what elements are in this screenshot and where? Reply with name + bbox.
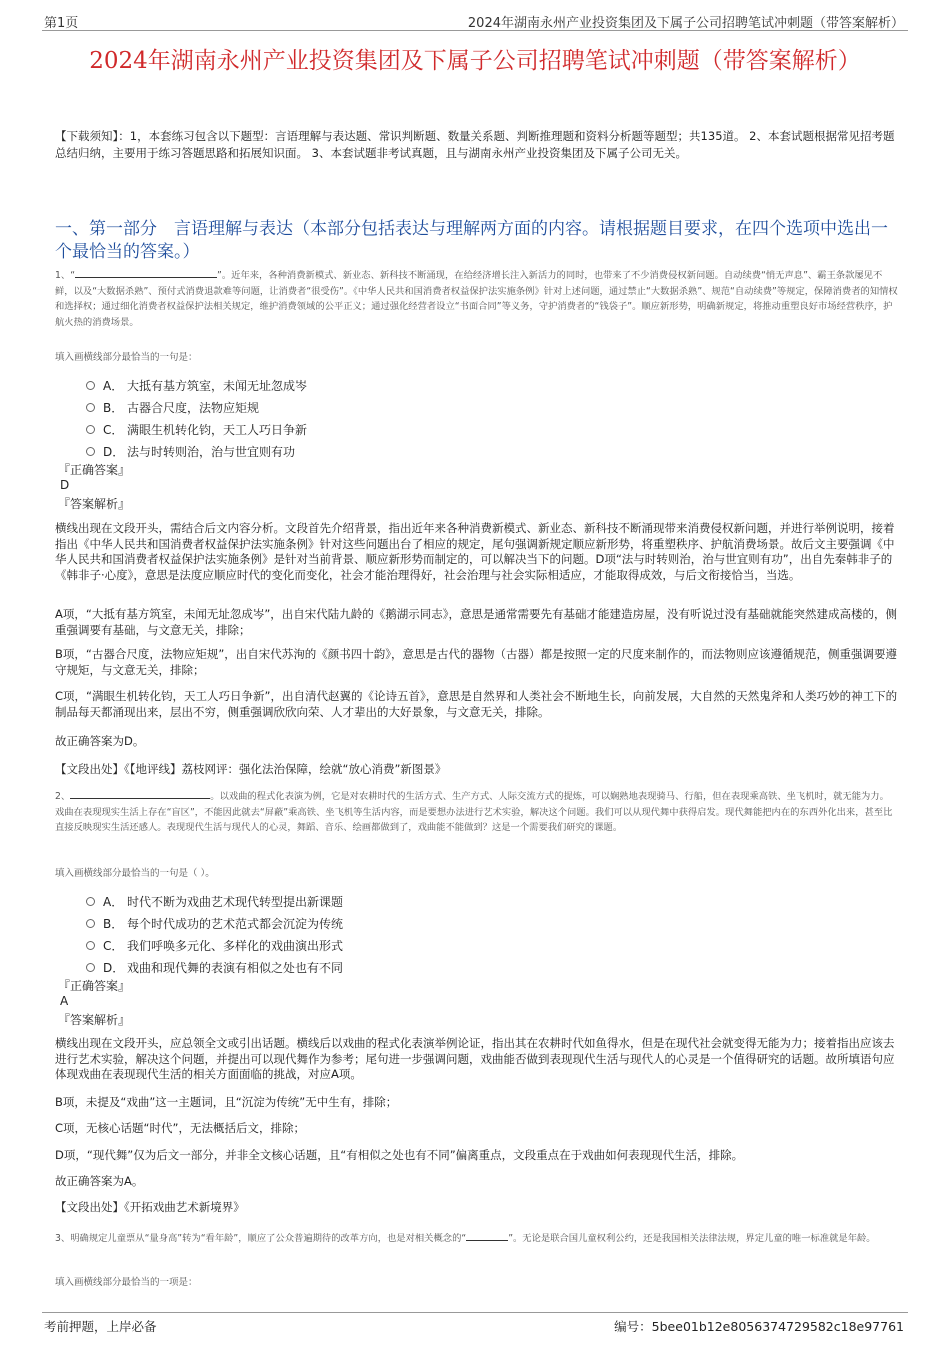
download-notice: 【下载须知】：1，本套练习包含以下题型：言语理解与表达题、常识判断题、数量关系题、判断推理题和资料分析题等题型；共135道。 2、本套试题根据常见招考题总结归纳，主要用于练习答题思路和拓展知识面。 3、本套试题非考试真题，且与湖南永州产业投资集团及下属子公司无关。 — [55, 129, 895, 160]
radio-icon[interactable] — [86, 897, 95, 906]
section-title: 一、第一部分 言语理解与表达（本部分包括表达与理解两方面的内容。请根据题目要求，在四个选项中选出一个最恰当的答案。） — [55, 219, 888, 262]
option-a[interactable]: A． 时代不断为戏曲艺术现代转型提出新课题 — [86, 890, 343, 912]
radio-icon[interactable] — [86, 447, 95, 456]
question-1-prompt: 填入画横线部分最恰当的一句是： — [55, 352, 198, 363]
option-c[interactable]: C． 满眼生机转化钧，天工人巧日争新 — [86, 418, 307, 440]
analysis-paragraph: 横线出现在文段开头，需结合后文内容分析。文段首先介绍背景，指出近年来各种消费新模式、新业态、新科技不断涌现带来消费侵权新问题，并进行举例说明，接着指出《中华人民共和国消费者权益保护法实施条例》针对这些问题出台了相应的规定，尾句强调新规定顺应新形势，将重塑秩序、护航消费场景。故后文主要强调《中华人民共和国消费者权益保护法实施条例》是针对当前背景、顺应新形势而制定的，可以解决当下的问题。D项“法与时转则治，治与世宜则有功”，出自先秦韩非子的《韩非子·心度》，意思是法度应顺应时代的变化而变化，社会才能治理得好，社会治理与社会实际相适应，才能取得成效，与后文衔接恰当，当选。 — [55, 521, 895, 582]
question-3-prompt: 填入画横线部分最恰当的一项是： — [55, 1277, 198, 1288]
question-3-text: 3、明确规定儿童票从“量身高”转为“看年龄”，顺应了公众普遍期待的改革方向，也是对相关概念的“ ”。无论是联合国儿童权利公约，还是我国相关法律法规，界定儿童的唯一标准就是年龄。 — [55, 1233, 876, 1244]
answer-blank — [466, 1231, 508, 1241]
answer-blank — [75, 268, 217, 278]
question-2-prompt: 填入画横线部分最恰当的一句是（ ）。 — [55, 868, 215, 879]
question-1-options — [86, 374, 307, 462]
analysis-paragraph: 故正确答案为D。 — [55, 734, 145, 748]
radio-icon[interactable] — [86, 403, 95, 412]
radio-icon[interactable] — [86, 425, 95, 434]
question-1-text: 1、“ ”。近年来，各种消费新模式、新业态、新科技不断涌现，在给经济增长注入新活力的同时，也带来了不少消费侵权新问题。自动续费“悄无声息”、霸王条款屡见不鲜，以及“大数据杀熟”、预付式消费退款难等问题，让消费者“很受伤”。《中华人民共和国消费者权益保护法实施条例》针对上述问题，通过禁止“大数据杀熟”、规范“自动续费”等规定，保障消费者的知情权和选择权；通过细化消费者权益保护法相关规定，维护消费领域的公平正义；通过强化经营者设立“书面合同”等义务，守护消费者的“钱袋子”。顺应新形势，明确新规定，将推动重塑良好市场经营秩序，护航火热的消费场景。 — [55, 270, 898, 328]
radio-icon[interactable] — [86, 941, 95, 950]
page-number: 第1页 — [44, 16, 79, 31]
option-b[interactable]: B． 古器合尺度，法物应矩规 — [86, 396, 307, 418]
footer-slogan: 考前押题，上岸必备 — [44, 1319, 157, 1334]
option-d[interactable]: D． 戏曲和现代舞的表演有相似之处也有不同 — [86, 956, 343, 978]
analysis-paragraph: C项，无核心话题“时代”，无法概括后文，排除； — [55, 1121, 305, 1135]
analysis-paragraph: B项，“古器合尺度，法物应矩规”，出自宋代苏洵的《颜书四十韵》，意思是古代的器物（古器）都是按照一定的尺度来制作的，而法物则应该遵循规范，侧重强调要遵守规矩，与文意无关，排除； — [55, 647, 898, 677]
correct-answer: A — [60, 994, 69, 1008]
document-title: 2024年湖南永州产业投资集团及下属子公司招聘笔试冲刺题（带答案解析） — [89, 48, 861, 74]
question-2-text: 2、 。以戏曲的程式化表演为例，它是对农耕时代的生活方式、生产方式、人际交流方式的提炼，可以娴熟地表现骑马、行船，但在表现乘高铁、坐飞机时，就无能为力。戏曲在表现现实生活上存在“盲区”，不能因此就去“屏蔽”乘高铁、坐飞机等生活内容，而是要想办法进行艺术实验，解决这个问题。我们可以从现代舞中获得启发。现代舞能把内在的东西外化出来，甚至比直接反映现实生活还感人。表现现代生活与现代人的心灵，舞蹈、音乐、绘画都做到了，戏曲能不能做到？这是一个需要我们研究的课题。 — [55, 791, 893, 833]
radio-icon[interactable] — [86, 963, 95, 972]
source-citation: 【文段出处】《【地评线】荔枝网评：强化法治保障，绘就“放心消费”新图景》 — [55, 762, 447, 776]
analysis-label: 『答案解析』 — [58, 1013, 131, 1027]
document-id: 编号：5bee01b12e8056374729582c18e97761 — [614, 1319, 904, 1334]
analysis-paragraph: A项，“大抵有基方筑室，未闻无址忽成岑”，出自宋代陆九龄的《鹅湖示同志》，意思是通常需要先有基础才能建造房屋，没有听说过没有基础就能突然建成高楼的，侧重强调要有基础，与文意无关，排除； — [55, 607, 898, 637]
radio-icon[interactable] — [86, 381, 95, 390]
answer-blank — [70, 789, 210, 799]
source-citation: 【文段出处】《开拓戏曲艺术新境界》 — [55, 1200, 245, 1214]
analysis-paragraph: D项，“现代舞”仅为后文一部分，并非全文核心话题，且“有相似之处也有不同”偏离重点，文段重点在于戏曲如何表现现代生活，排除。 — [55, 1148, 744, 1162]
header-doc-title: 2024年湖南永州产业投资集团及下属子公司招聘笔试冲刺题（带答案解析） — [467, 16, 904, 31]
radio-icon[interactable] — [86, 919, 95, 928]
correct-answer-label: 『正确答案』 — [58, 979, 131, 993]
analysis-paragraph: C项，“满眼生机转化钧，天工人巧日争新”，出自清代赵翼的《论诗五首》，意思是自然界和人类社会不断地生长，向前发展，大自然的天然鬼斧和人类巧妙的神工下的制品每天都涌现出来，层出不穷，侧重强调欣欣向荣、人才辈出的大好景象，与文意无关，排除。 — [55, 689, 898, 719]
analysis-label: 『答案解析』 — [58, 497, 131, 511]
option-a[interactable]: A． 大抵有基方筑室，未闻无址忽成岑 — [86, 374, 307, 396]
correct-answer-label: 『正确答案』 — [58, 463, 131, 477]
correct-answer: D — [60, 478, 70, 492]
option-d[interactable]: D． 法与时转则治，治与世宜则有功 — [86, 440, 307, 462]
analysis-paragraph: 横线出现在文段开头，应总领全文或引出话题。横线后以戏曲的程式化表演举例论证，指出其在农耕时代如鱼得水，但是在现代社会就变得无能为力；接着指出应该去进行艺术实验，解决这个问题，并提出可以现代舞作为参考；尾句进一步强调问题，戏曲能否做到表现现代生活与现代人的心灵是一个值得研究的话题。故所填语句应体现戏曲在表现现代生活的相关方面面临的挑战，对应A项。 — [55, 1036, 895, 1081]
page-footer — [42, 1312, 908, 1334]
option-c[interactable]: C． 我们呼唤多元化、多样化的戏曲演出形式 — [86, 934, 343, 956]
analysis-paragraph: B项，未提及“戏曲”这一主题词，且“沉淀为传统”无中生有，排除； — [55, 1095, 398, 1109]
analysis-paragraph: 故正确答案为A。 — [55, 1174, 144, 1188]
page-header — [42, 8, 908, 31]
option-b[interactable]: B． 每个时代成功的艺术范式都会沉淀为传统 — [86, 912, 343, 934]
question-2-options — [86, 890, 343, 978]
